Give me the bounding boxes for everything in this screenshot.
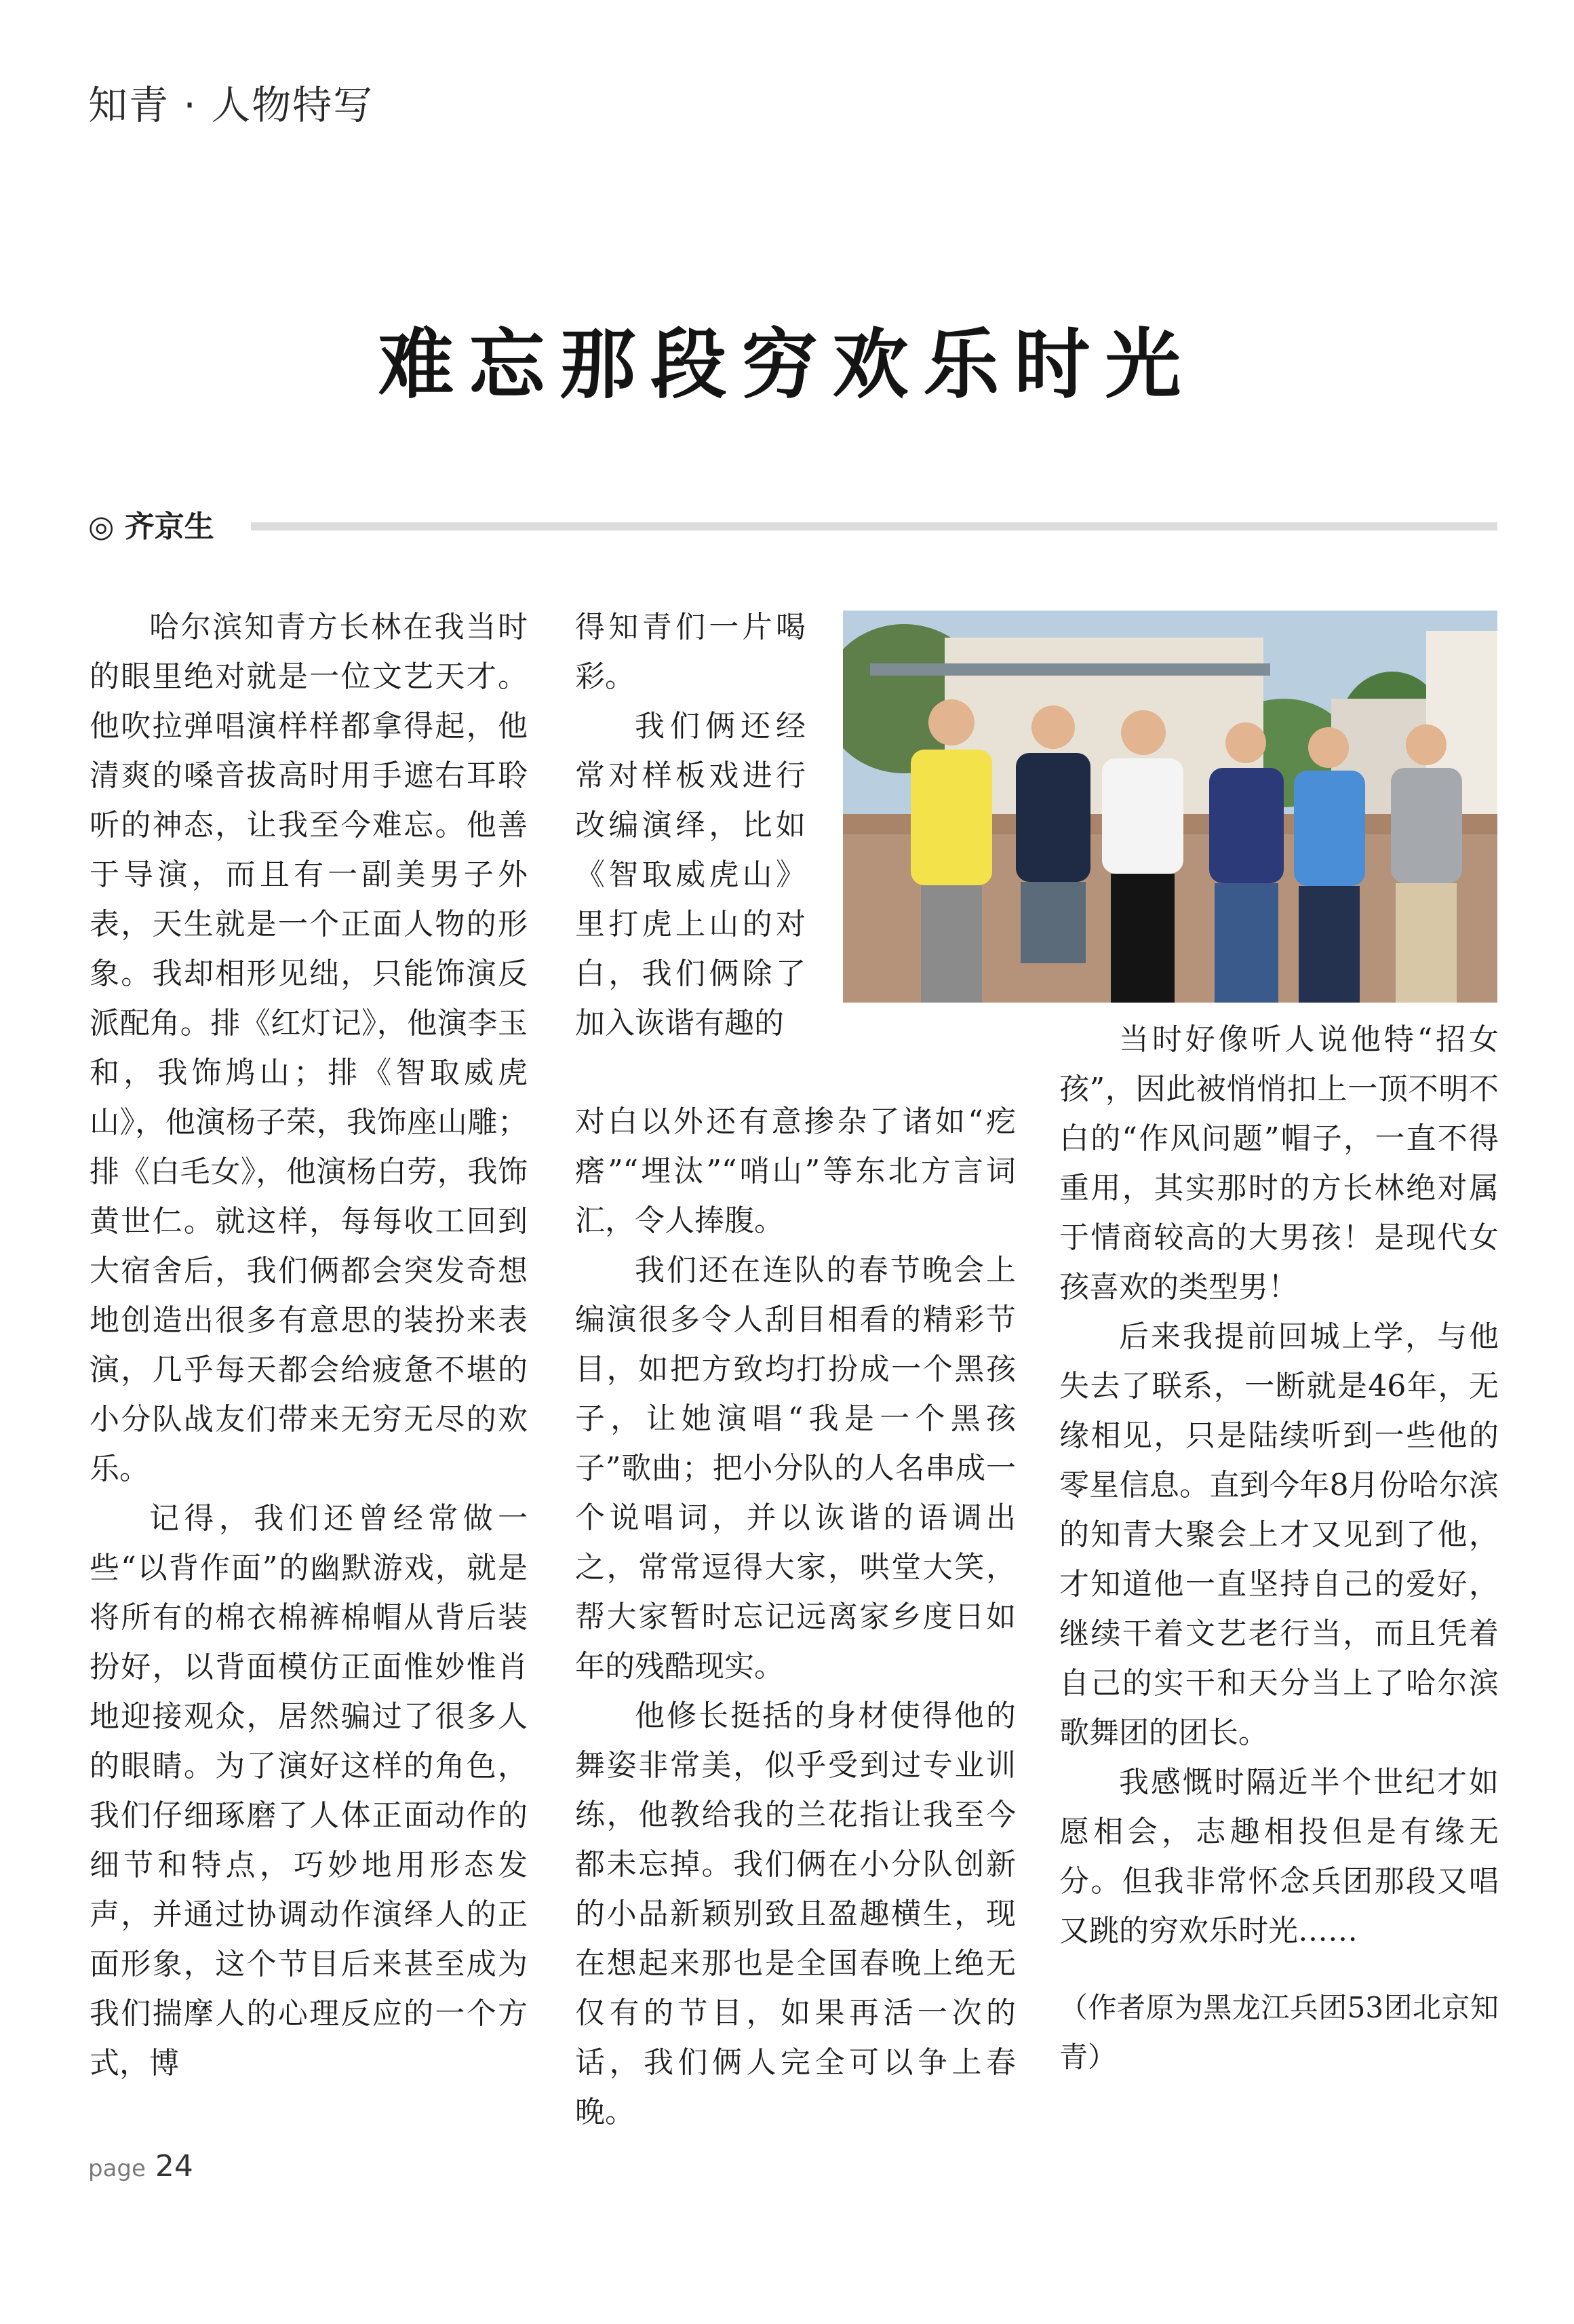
author-byline: ◎ 齐京生 [88,509,214,544]
byline-divider [251,522,1497,530]
paragraph: 我感慨时隔近半个世纪才如愿相会，志趣相投但是有缘无分。但我非常怀念兵团那段又唱又跳的穷欢乐时光…… [1059,1765,1499,1948]
paragraph: 记得，我们还曾经常做一些“以背作面”的幽默游戏，就是将所有的棉衣棉裤棉帽从背后装扮好，以背面模仿正面惟妙惟肖地迎接观众，居然骗过了很多人的眼睛。为了演好这样的角色，我们仔细琢磨了人体正面动作的细节和特点，巧妙地用形态发声，并通过协调动作演绎人的正面形象，这个节目后来甚至成为我们揣摩人的心理反应的一个方式，博 [90,1501,528,2080]
section-label: 知青 · 人物特写 [88,82,374,128]
article-title: 难忘那段穷欢乐时光 [378,321,1196,409]
paragraph: 对白以外还有意掺杂了诸如“疙瘩”“埋汰”“哨山”等东北方言词汇，令人捧腹。 [575,1104,1016,1238]
column-3 [1059,1015,1499,2082]
group-photo-illustration [843,611,1497,1003]
page-number: 24 [155,2149,193,2184]
paragraph: 他修长挺括的身材使得他的舞姿非常美，似乎受到过专业训练，他教给我的兰花指让我至今都未忘掉。我们俩在小分队创新的小品新颖别致且盈趣横生，现在想起来那也是全国春晚上绝无仅有的节目，如果再活一次的话，我们俩人完全可以争上春晚。 [575,1699,1016,2129]
paragraph: 我们俩还经常对样板戏进行改编演绎，比如《智取威虎山》里打虎上山的对白，我们俩除了加入诙谐有趣的 [575,709,806,1041]
column-2-top [575,602,806,1048]
author-note: （作者原为黑龙江兵团53团北京知青） [1059,1991,1499,2074]
paragraph: 当时好像听人说他特“招女孩”，因此被悄悄扣上一顶不明不白的“作风问题”帽子，一直不得重用，其实那时的方长林绝对属于情商较高的大男孩！是现代女孩喜欢的类型男！ [1059,1022,1499,1304]
column-2-bottom [575,1097,1016,2137]
paragraph: 后来我提前回城上学，与他失去了联系，一断就是46年，无缘相见，只是陆续听到一些他的零星信息。直到今年8月份哈尔滨的知青大聚会上才又见到了他，才知道他一直坚持自己的爱好，继续干着文艺老行当，而且凭着自己的实干和天分当上了哈尔滨歌舞团的团长。 [1059,1319,1499,1750]
page-footer [88,2149,193,2184]
paragraph: 哈尔滨知青方长林在我当时的眼里绝对就是一位文艺天才。他吹拉弹唱演样样都拿得起，他清爽的嗓音拔高时用手遮右耳聆听的神态，让我至今难忘。他善于导演，而且有一副美男子外表，天生就是一个正面人物的形象。我却相形见绌，只能饰演反派配角。排《红灯记》，他演李玉和，我饰鸠山；排《智取威虎山》，他演杨子荣，我饰座山雕；排《白毛女》，他演杨白劳，我饰黄世仁。就这样，每每收工回到大宿舍后，我们俩都会突发奇想地创造出很多有意思的装扮来表演，几乎每天都会给疲惫不堪的小分队战友们带来无穷无尽的欢乐。 [90,610,528,1486]
group-photo [843,611,1497,1003]
column-1 [90,602,528,2088]
paragraph: 我们还在连队的春节晚会上编演很多令人刮目相看的精彩节目，如把方致均打扮成一个黑孩子，让她演唱“我是一个黑孩子”歌曲；把小分队的人名串成一个说唱词，并以诙谐的语调出之，常常逗得大家，哄堂大笑，帮大家暂时忘记远离家乡度日如年的残酷现实。 [575,1253,1016,1684]
paragraph: 得知青们一片喝彩。 [575,610,806,694]
page-label: page [88,2155,146,2182]
